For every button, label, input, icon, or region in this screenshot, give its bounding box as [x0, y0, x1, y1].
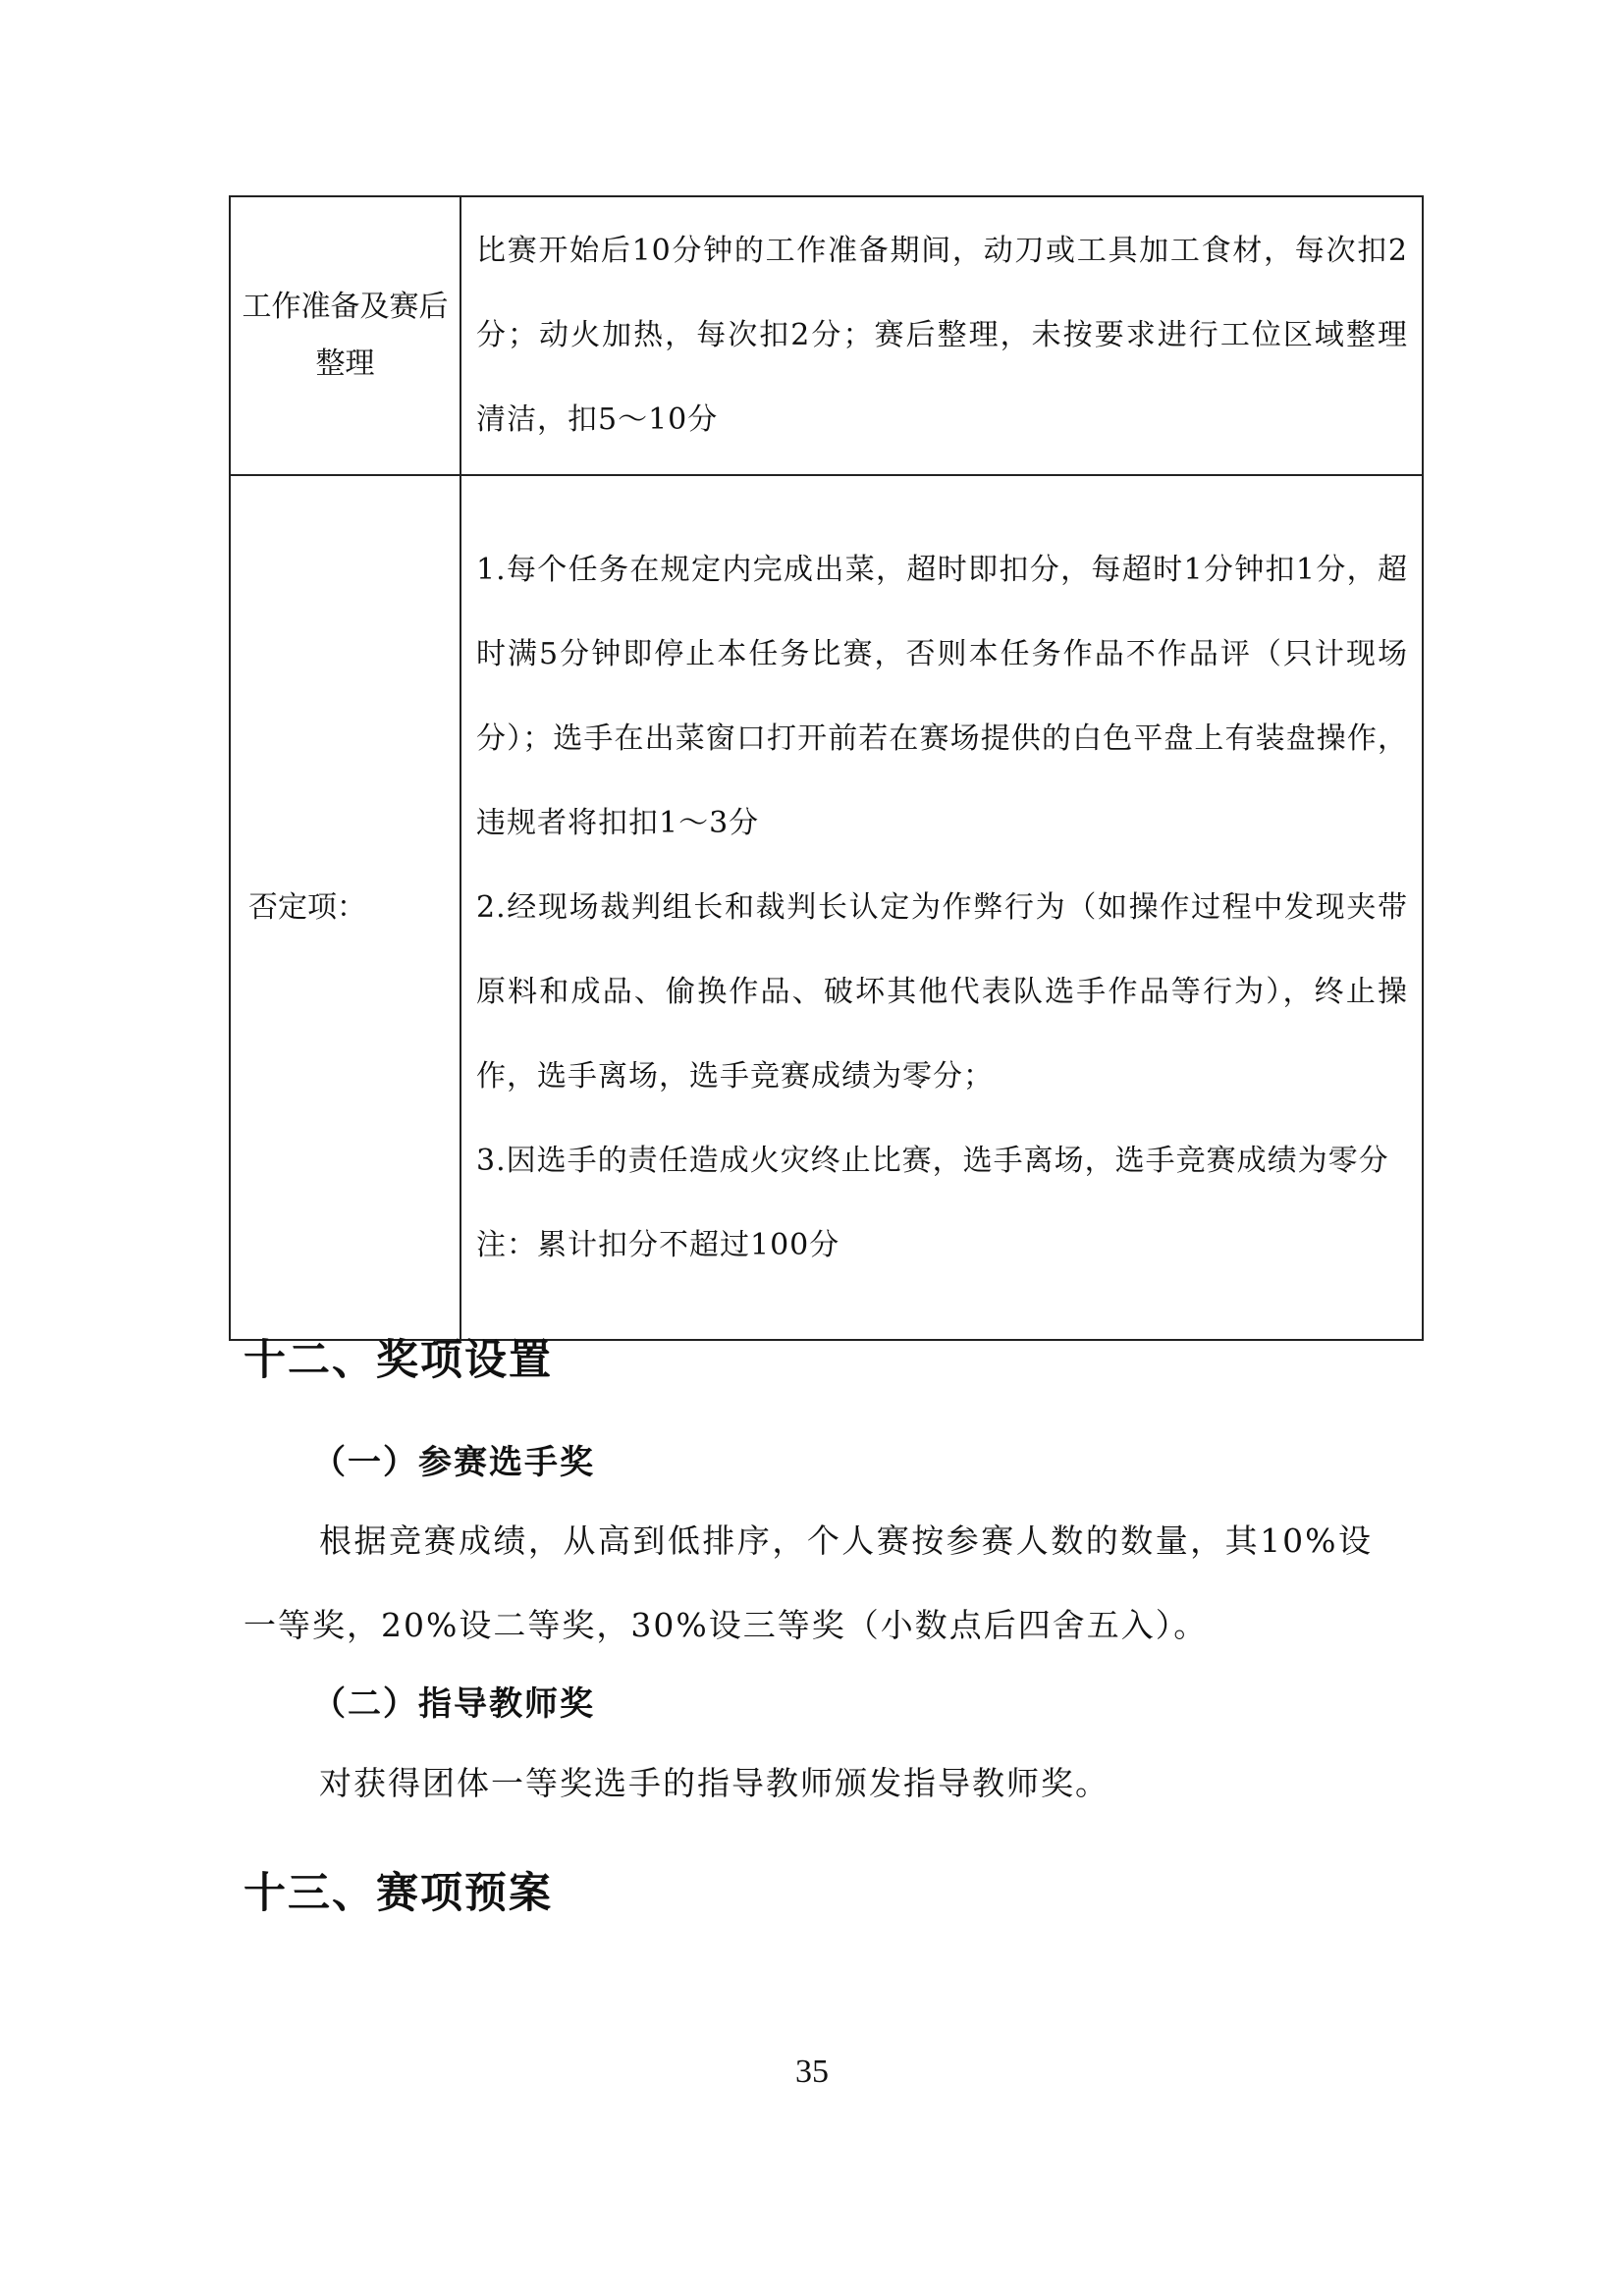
subsection-2-heading: （二）指导教师奖 [312, 1684, 595, 1724]
row-content-cell [460, 196, 1423, 475]
row-label-cell [230, 196, 460, 475]
penalty-table [229, 195, 1424, 1341]
row-label: 工作准备及赛后整理 [242, 290, 449, 381]
rule-item-3: 3.因选手的责任造成火灾终止比赛，选手离场，选手竞赛成绩为零分 [476, 1143, 1389, 1178]
section-13-heading: 十三、赛项预案 [244, 1869, 553, 1918]
row-label-cell [230, 475, 460, 1340]
subsection-1-heading: （一）参赛选手奖 [312, 1443, 595, 1482]
subsection-1-paragraph: 根据竞赛成绩，从高到低排序，个人赛按参赛人数的数量，其10%设一等奖，20%设二等奖，30%设三等奖（小数点后四舍五入）。 [244, 1522, 1373, 1644]
row-content-text: 比赛开始后10分钟的工作准备期间，动刀或工具加工食材，每次扣2分；动火加热，每次扣2分；赛后整理，未按要求进行工位区域整理清洁，扣5～10分 [476, 234, 1408, 437]
row-content-cell [460, 475, 1423, 1340]
page-number: 35 [795, 2054, 829, 2090]
table-row [230, 196, 1423, 475]
subsection-2-paragraph: 对获得团体一等奖选手的指导教师颁发指导教师奖。 [319, 1764, 1110, 1802]
rule-item-1: 1.每个任务在规定内完成出菜，超时即扣分，每超时1分钟扣1分，超时满5分钟即停止本任务比赛，否则本任务作品不作品评（只计现场分）；选手在出菜窗口打开前若在赛场提供的白色平盘上有装盘操作，违规者将扣扣1～3分 [476, 552, 1408, 840]
rule-item-2: 2.经现场裁判组长和裁判长认定为作弊行为（如操作过程中发现夹带原料和成品、偷换作品、破坏其他代表队选手作品等行为），终止操作，选手离场，选手竞赛成绩为零分； [476, 889, 1408, 1094]
rule-note: 注：累计扣分不超过100分 [476, 1227, 840, 1262]
row-label: 否定项： [248, 889, 366, 925]
table-row [230, 475, 1423, 1340]
section-12-heading: 十二、奖项设置 [244, 1336, 553, 1385]
